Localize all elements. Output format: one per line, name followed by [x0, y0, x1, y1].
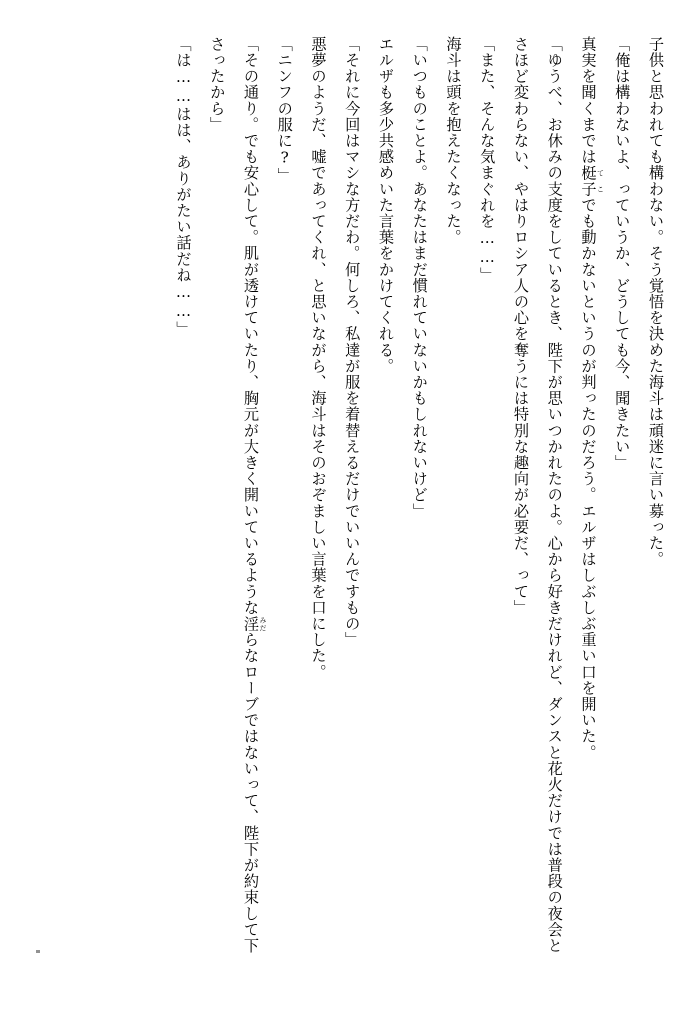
paragraph: 「ゆうべ、お休みの支度をしているとき、陛下が思いつかれたのよ。心から好きだけれど、ダンスと花火だけでは普段の夜会とさほど変わらない、やはりロシア人の心を奪うには特別な趣向が必要だ、って」: [512, 36, 564, 954]
paragraph-with-ruby: [200, 36, 268, 955]
paragraph-post: でも動かないというのが判ったのだろう。エルザはしぶしぶ重い口を開いた。: [579, 197, 598, 761]
scan-speck: [36, 950, 40, 953]
paragraph: 「それに今回はマシな方だわ。何しろ、私達が服を着替えるだけでいいんですもの」: [343, 36, 362, 648]
paragraph: 子供と思われても構わない。そう覚悟を決めた海斗は頑迷に言い募った。: [647, 36, 665, 568]
ruby-text: てこ: [596, 164, 605, 198]
paragraph-post: らなローブではないって、陛下が約束して下さったから」: [208, 36, 260, 954]
paragraph: 「俺は構わないよ、っていうか、どうしても今、聞きたい」: [613, 36, 632, 471]
paragraph: 悪夢のようだ、嘘であってくれ、と思いながら、海斗はそのおぞましい言葉を口にした。: [309, 36, 328, 680]
ruby-group: [579, 164, 605, 198]
paragraph-pre: 真実を聞くまでは: [579, 36, 598, 165]
paragraph: 「また、そんな気まぐれを……」: [478, 36, 497, 284]
ruby-text: みだ: [259, 615, 267, 632]
paragraph-pre: 「その通り。でも安心して。肌が透けていたり、胸元が大きく開いているような: [242, 36, 260, 616]
ruby-base: 梃子: [579, 164, 598, 198]
ruby-group: [242, 615, 267, 632]
paragraph: 「ニンフの服に?」: [275, 36, 294, 184]
ruby-base: 淫: [242, 615, 260, 632]
paragraph: 海斗は頭を抱えたくなった。: [444, 36, 463, 246]
paragraph: 「いつものことよ。あなたはまだ慣れていないかもしれないけど」: [410, 36, 429, 519]
paragraph: 「は……はは、ありがたい話だね……」: [174, 36, 193, 337]
paragraph: エルザも多少共感めいた言葉をかけてくれる。: [377, 36, 395, 375]
paragraph-with-ruby: [571, 36, 605, 955]
vertical-text-body: [30, 36, 672, 955]
